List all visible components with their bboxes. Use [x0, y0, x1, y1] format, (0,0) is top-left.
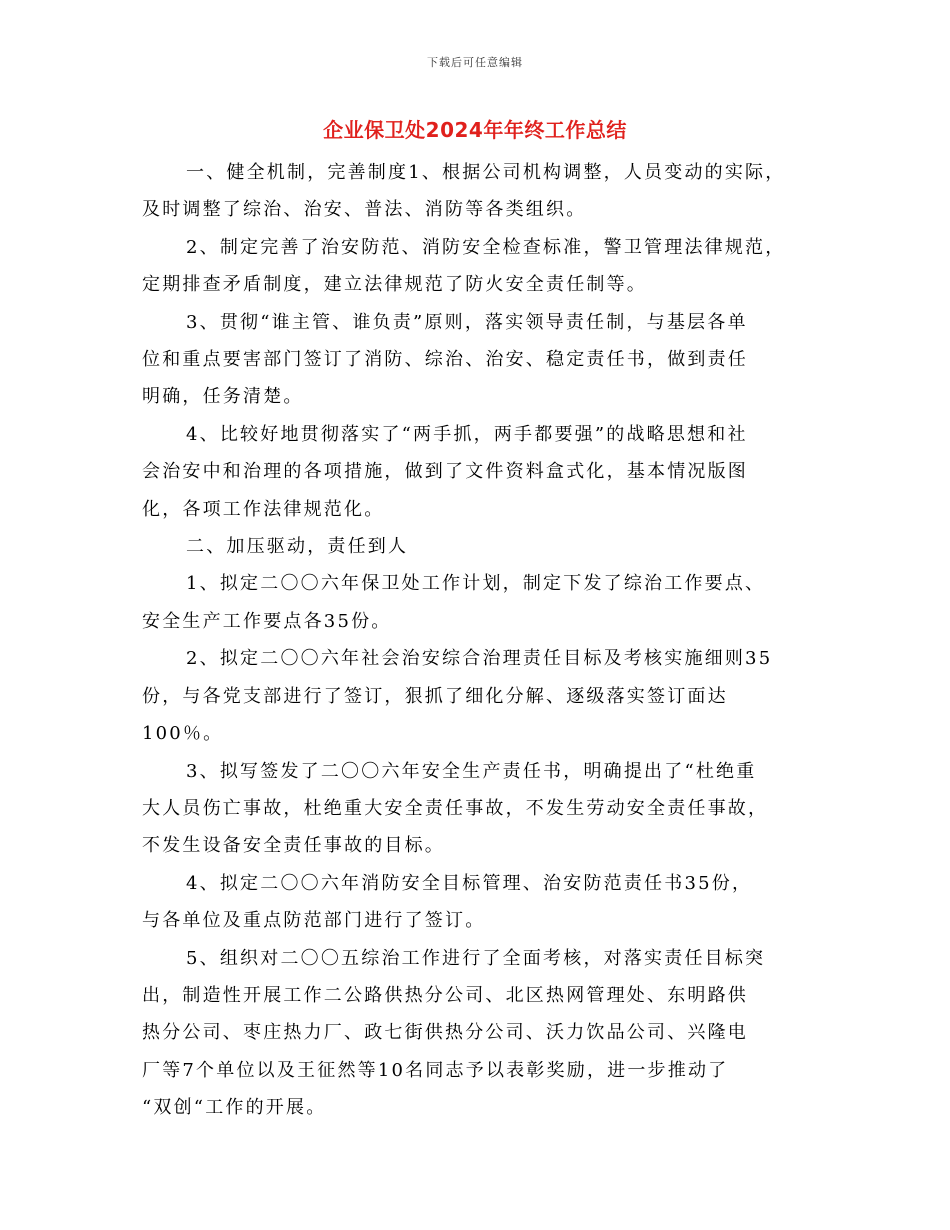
paragraph-line: 2、拟定二〇〇六年社会治安综合治理责任目标及考核实施细则35	[186, 648, 773, 670]
paragraph-line: 会治安中和治理的各项措施，做到了文件资料盒式化，基本情况版图	[142, 461, 748, 483]
paragraph-line: 4、比较好地贯彻落实了“两手抓，两手都要强”的战略思想和社	[186, 423, 748, 445]
paragraph-line: 3、拟写签发了二〇〇六年安全生产责任书，明确提出了“杜绝重	[186, 760, 757, 782]
paragraph-line: 份，与各党支部进行了签订，狠抓了细化分解、逐级落实签订面达	[142, 685, 728, 707]
paragraph	[142, 154, 822, 229]
paragraph-line: 厂等7个单位以及王征然等10名同志予以表彰奖励，进一步推动了	[142, 1059, 729, 1081]
paragraph-line: 与各单位及重点防范部门进行了签订。	[142, 910, 486, 932]
paragraph-line: 100％。	[142, 723, 224, 745]
paragraph	[142, 528, 822, 565]
paragraph	[142, 304, 822, 416]
paragraph-line: 明确，任务清楚。	[142, 386, 304, 408]
paragraph	[142, 865, 822, 940]
paragraph	[142, 229, 822, 304]
paragraph	[142, 940, 822, 1127]
paragraph-line: 4、拟定二〇〇六年消防安全目标管理、治安防范责任书35份，	[186, 872, 753, 894]
paragraph-line: 3、贯彻“谁主管、谁负责”原则，落实领导责任制，与基层各单	[186, 311, 748, 333]
paragraph	[142, 640, 822, 752]
download-note: 下载后可任意编辑	[427, 56, 523, 69]
document-body	[142, 154, 822, 1127]
paragraph-line: 5、组织对二〇〇五综治工作进行了全面考核，对落实责任目标突	[186, 947, 766, 969]
paragraph	[142, 416, 822, 528]
paragraph	[142, 565, 822, 640]
paragraph-line: 定期排查矛盾制度，建立法律规范了防火安全责任制等。	[142, 274, 647, 296]
paragraph-line: 位和重点要害部门签订了消防、综治、治安、稳定责任书，做到责任	[142, 349, 748, 371]
paragraph-line: 热分公司、枣庄热力厂、政七街供热分公司、沃力饮品公司、兴隆电	[142, 1022, 748, 1044]
paragraph-line: 二、加压驱动，责任到人	[186, 536, 409, 558]
paragraph-line: 不发生设备安全责任事故的目标。	[142, 835, 445, 857]
paragraph-line: “双创“工作的开展。	[142, 1097, 327, 1119]
paragraph-line: 及时调整了综治、治安、普法、消防等各类组织。	[142, 199, 587, 221]
paragraph-line: 安全生产工作要点各35份。	[142, 610, 392, 632]
paragraph	[142, 753, 822, 865]
document-title: 企业保卫处2024年年终工作总结	[323, 118, 627, 142]
paragraph-line: 大人员伤亡事故，杜绝重大安全责任事故，不发生劳动安全责任事故，	[142, 797, 769, 819]
paragraph-line: 化，各项工作法律规范化。	[142, 498, 385, 520]
paragraph-line: 一、健全机制，完善制度1、根据公司机构调整，人员变动的实际，	[186, 162, 786, 183]
paragraph-line: 出，制造性开展工作二公路供热分公司、北区热网管理处、东明路供	[142, 984, 748, 1006]
paragraph-line: 1、拟定二〇〇六年保卫处工作计划，制定下发了综治工作要点、	[186, 573, 766, 595]
paragraph-line: 2、制定完善了治安防范、消防安全检查标准，警卫管理法律规范，	[186, 236, 786, 258]
